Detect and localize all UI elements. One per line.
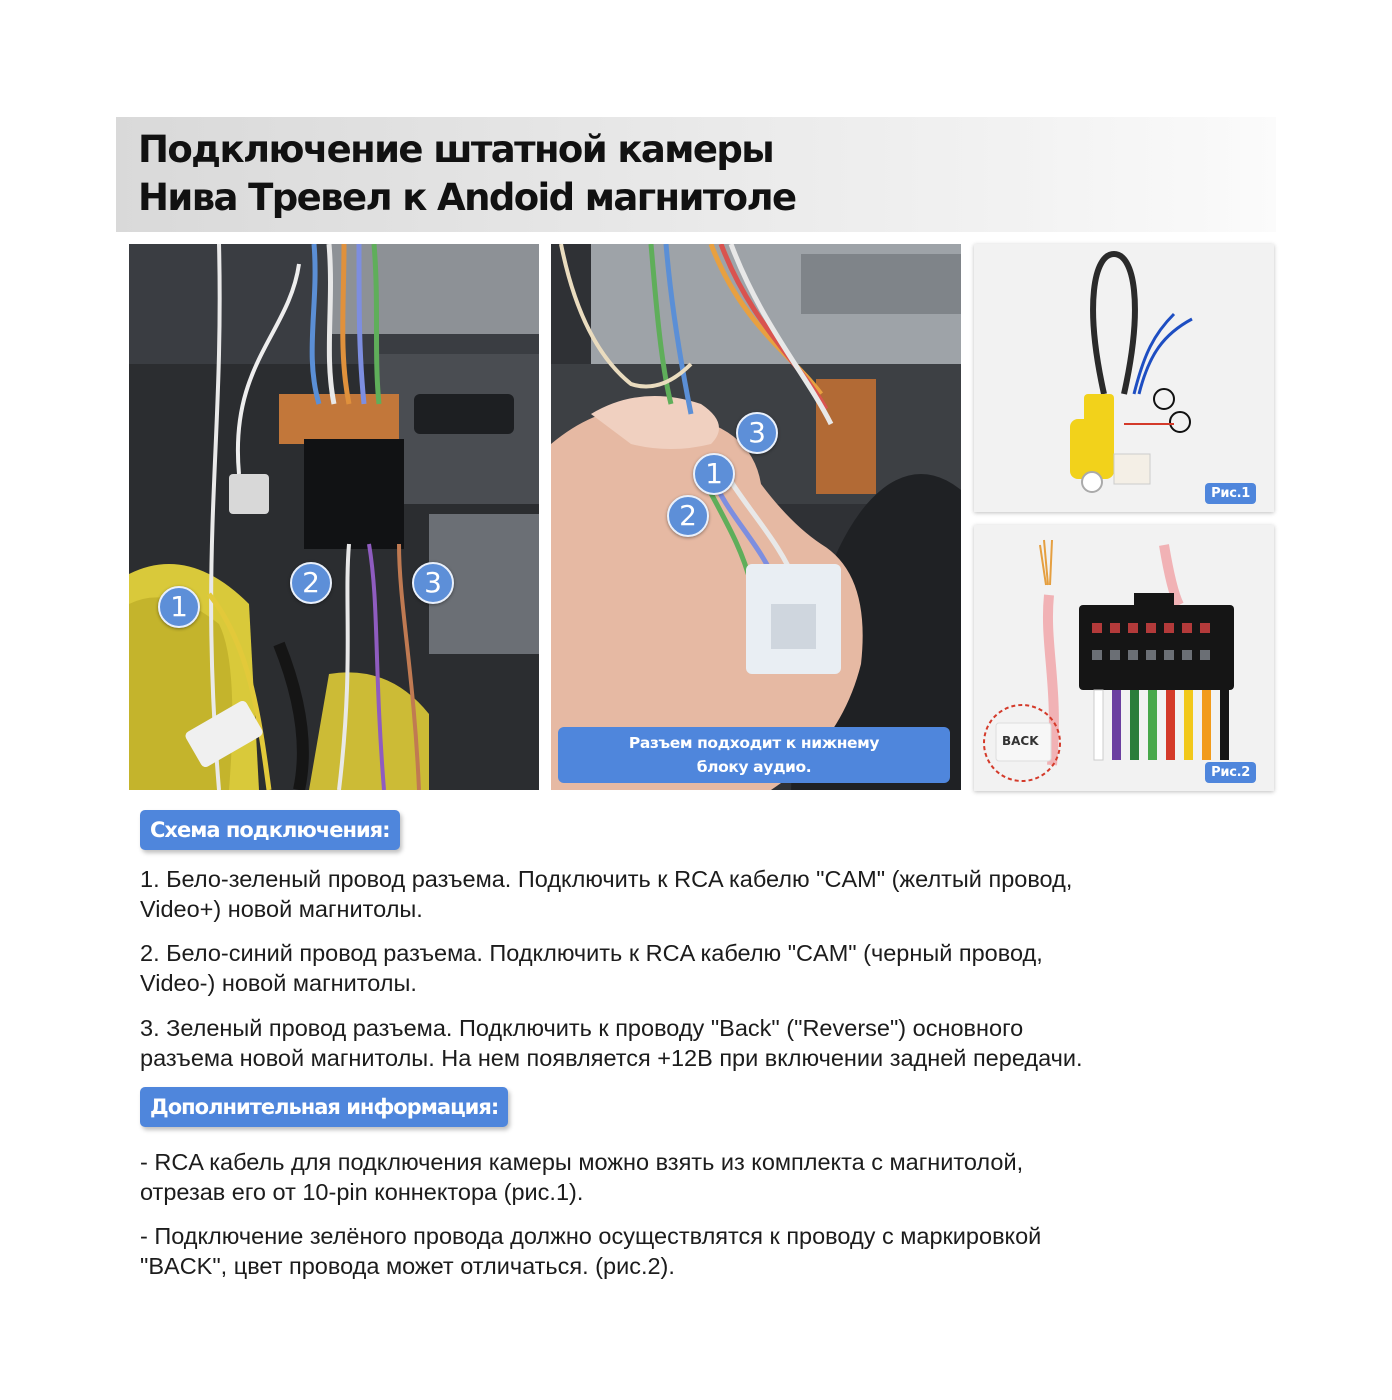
marker-1: 1 bbox=[158, 586, 200, 628]
connector-caption-line-1: Разъем подходит к нижнему bbox=[628, 734, 880, 752]
photo-rca-cable bbox=[974, 244, 1274, 512]
scheme-item-2-line-1: 2. Бело-синий провод разъема. Подключить к RCA кабелю "CAM" (черный провод, bbox=[140, 940, 1043, 966]
photo-connector-in-hand bbox=[551, 244, 961, 790]
extra-item-1 bbox=[140, 1147, 1250, 1207]
extra-heading: Дополнительная информация: bbox=[140, 1087, 508, 1127]
extra-item-2-line-2: "BACK", цвет провода может отличаться. (рис.2). bbox=[140, 1253, 675, 1279]
extra-item-2-line-1: - Подключение зелёного провода должно осуществлятся к проводу с маркировкой bbox=[140, 1223, 1042, 1249]
scheme-item-1-line-1: 1. Бело-зеленый провод разъема. Подключить к RCA кабелю "CAM" (желтый провод, bbox=[140, 866, 1073, 892]
scheme-item-1 bbox=[140, 864, 1250, 924]
scheme-item-3-line-2: разъема новой магнитолы. На нем появляется +12В при включении задней передачи. bbox=[140, 1045, 1083, 1071]
page-title-line-1: Подключение штатной камеры bbox=[138, 128, 774, 171]
scheme-item-3-line-1: 3. Зеленый провод разъема. Подключить к проводу "Back" ("Reverse") основного bbox=[140, 1015, 1024, 1041]
scheme-item-2-line-2: Video-) новой магнитолы. bbox=[140, 970, 417, 996]
marker-1: 1 bbox=[693, 453, 735, 495]
extra-item-1-line-1: - RCA кабель для подключения камеры можно взять из комплекта с магнитолой, bbox=[140, 1149, 1024, 1175]
connector-caption-line-2: блоку аудио. bbox=[696, 758, 812, 776]
connector-caption bbox=[558, 727, 950, 783]
back-wire-label: BACK bbox=[1002, 734, 1039, 748]
marker-3: 3 bbox=[412, 562, 454, 604]
marker-3: 3 bbox=[736, 412, 778, 454]
marker-2: 2 bbox=[667, 495, 709, 537]
photo-wiring-harness bbox=[129, 244, 539, 790]
extra-item-2 bbox=[140, 1221, 1250, 1281]
scheme-item-2 bbox=[140, 938, 1250, 998]
photo-main-connector bbox=[974, 525, 1274, 791]
scheme-item-3 bbox=[140, 1013, 1250, 1073]
figure-tag-1: Рис.1 bbox=[1205, 483, 1256, 504]
figure-tag-2: Рис.2 bbox=[1205, 762, 1256, 783]
page-title bbox=[138, 126, 795, 222]
page-title-line-2: Нива Тревел к Andoid магнитоле bbox=[138, 176, 796, 219]
marker-2: 2 bbox=[290, 562, 332, 604]
extra-item-1-line-2: отрезав его от 10-pin коннектора (рис.1). bbox=[140, 1179, 584, 1205]
scheme-heading: Схема подключения: bbox=[140, 810, 400, 850]
scheme-item-1-line-2: Video+) новой магнитолы. bbox=[140, 896, 423, 922]
